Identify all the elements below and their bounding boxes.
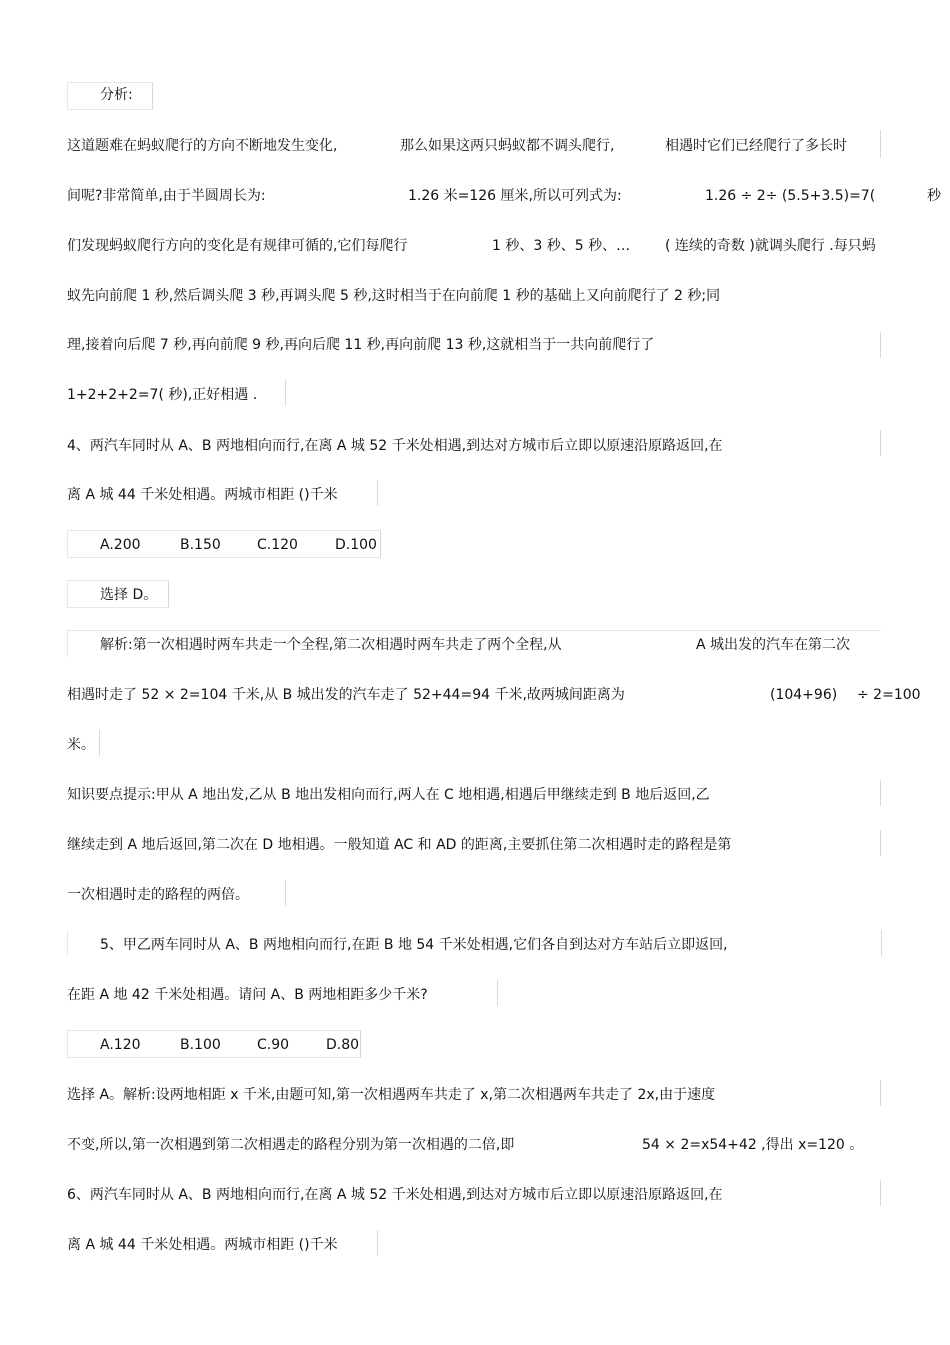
q4-option-a: A.200 (100, 537, 141, 553)
analysis-label: 分析: (100, 87, 133, 103)
q5-exp-line2-a: 不变,所以,第一次相遇到第二次相遇走的路程分别为第一次相遇的二倍,即 (67, 1137, 515, 1153)
q4-option-c: C.120 (257, 537, 298, 553)
q4-option-b: B.150 (180, 537, 221, 553)
p1-line2 (67, 178, 950, 214)
q5-option-d: D.80 (326, 1037, 360, 1053)
q6-line1: 6、两汽车同时从 A、B 两地相向而行,在离 A 城 52 千米处相遇,到达对方城市后立即以原速沿原路返回,在 (67, 1187, 723, 1203)
p1-line5: 理,接着向后爬 7 秒,再向前爬 9 秒,再向后爬 11 秒,再向前爬 13 秒,这就相当于一共向前爬行了 (67, 337, 655, 353)
q5-option-a: A.120 (100, 1037, 141, 1053)
p1-line2-d: 秒 (927, 188, 941, 204)
q5-option-b: B.100 (180, 1037, 221, 1053)
p1-line3-c: ( 连续的奇数 )就调头爬行 .每只蚂 (665, 238, 876, 254)
q4-exp-line1 (100, 627, 881, 663)
q5-exp-line2-b: 54 × 2=x54+42 ,得出 x=120 。 (642, 1137, 864, 1153)
p1-line3-b: 1 秒、3 秒、5 秒、… (492, 238, 631, 254)
q4-line2: 离 A 城 44 千米处相遇。两城市相距 ()千米 (67, 487, 338, 503)
p1-line1-b: 那么如果这两只蚂蚁都不调头爬行, (400, 138, 615, 154)
p1-line2-a: 间呢?非常简单,由于半圆周长为: (67, 188, 266, 204)
p1-line1 (67, 128, 881, 164)
q4-exp-line2-a: 相遇时走了 52 × 2=104 千米,从 B 城出发的汽车走了 52+44=94 千米,故两城间距离为 (67, 687, 625, 703)
q4-option-d: D.100 (335, 537, 377, 553)
p1-line2-b: 1.26 米=126 厘米,所以可列式为: (408, 188, 622, 204)
q4-answer: 选择 D。 (100, 587, 158, 603)
p1-line6: 1+2+2+2=7( 秒),正好相遇 . (67, 387, 258, 403)
q4-exp-line2-c: ÷ 2=100 (857, 687, 921, 703)
q5-option-c: C.90 (257, 1037, 290, 1053)
p1-line4: 蚁先向前爬 1 秒,然后调头爬 3 秒,再调头爬 5 秒,这时相当于在向前爬 1 秒的基础上又向前爬行了 2 秒;同 (67, 288, 721, 304)
p1-line3-a: 们发现蚂蚁爬行方向的变化是有规律可循的,它们每爬行 (67, 238, 408, 254)
q4-exp-line2 (67, 677, 950, 713)
q4-exp-line1-a: 解析:第一次相遇时两车共走一个全程,第二次相遇时两车共走了两个全程,从 (100, 637, 562, 653)
q5-options (100, 1027, 881, 1063)
tip-line2: 继续走到 A 地后返回,第二次在 D 地相遇。一般知道 AC 和 AD 的距离,主要抓住第二次相遇时走的路程是第 (67, 837, 732, 853)
q5-exp-line2 (67, 1127, 881, 1163)
p1-line1-c: 相遇时它们已经爬行了多长时 (665, 138, 847, 154)
q4-exp-line1-b: A 城出发的汽车在第二次 (696, 637, 851, 653)
tip-line1: 知识要点提示:甲从 A 地出发,乙从 B 地出发相向而行,两人在 C 地相遇,相遇后甲继续走到 B 地后返回,乙 (67, 787, 710, 803)
p1-line1-a: 这道题难在蚂蚁爬行的方向不断地发生变化, (67, 138, 338, 154)
q6-line2: 离 A 城 44 千米处相遇。两城市相距 ()千米 (67, 1237, 338, 1253)
q4-exp-line3: 米。 (67, 737, 95, 753)
q5-line2: 在距 A 地 42 千米处相遇。请问 A、B 两地相距多少千米? (67, 987, 428, 1003)
q4-exp-line2-b: (104+96) (770, 687, 838, 703)
tip-line3: 一次相遇时走的路程的两倍。 (67, 887, 249, 903)
p1-line2-c: 1.26 ÷ 2÷ (5.5+3.5)=7( (705, 188, 876, 204)
q4-line1: 4、两汽车同时从 A、B 两地相向而行,在离 A 城 52 千米处相遇,到达对方城市后立即以原速沿原路返回,在 (67, 438, 723, 454)
q5-exp-line1: 选择 A。解析:设两地相距 x 千米,由题可知,第一次相遇两车共走了 x,第二次相遇两车共走了 2x,由于速度 (67, 1087, 716, 1103)
p1-line3 (67, 228, 881, 264)
q4-options (100, 527, 881, 563)
q5-line1: 5、甲乙两车同时从 A、B 两地相向而行,在距 B 地 54 千米处相遇,它们各自到达对方车站后立即返回, (100, 937, 728, 953)
